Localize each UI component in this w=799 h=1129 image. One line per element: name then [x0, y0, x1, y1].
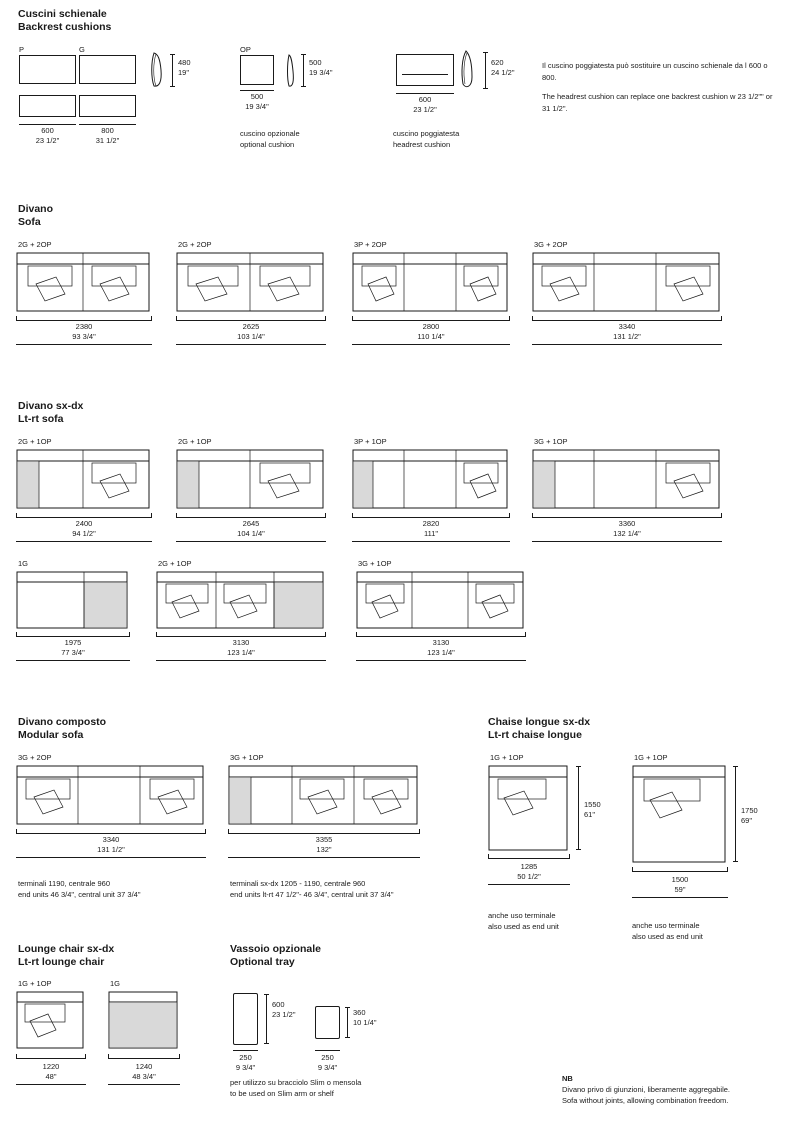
sofa-rule-0: [16, 344, 152, 345]
dim-800-g: 800 31 1/2": [95, 126, 120, 145]
tray-big-width: 250 9 3/4": [235, 1053, 256, 1072]
op-caption: cuscino opzionale optional cushion: [240, 129, 300, 149]
ltrt2-dim-line-1: [156, 636, 326, 637]
modular-rule-1: [228, 857, 420, 858]
chaise-depth-line-1: [735, 766, 736, 862]
ltrt-dim-0: 2400 94 1/2": [72, 519, 96, 538]
chaise-width-1: 1500 59": [671, 875, 689, 894]
nb-line-it: Divano privo di giunzioni, liberamente aggregabile.: [562, 1085, 731, 1094]
backrest-section-title: [18, 8, 111, 34]
tick: [352, 316, 353, 321]
cushion-op-side-icon: [286, 54, 296, 88]
ltrt-dim-line-1: [176, 517, 326, 518]
lounge-title-it: Lounge chair sx-dx: [18, 943, 115, 955]
ltrt2-rule-1: [156, 660, 326, 661]
tick: [151, 513, 152, 518]
modular-rule-0: [16, 857, 206, 858]
modular-code-0: 3G + 2OP: [18, 753, 52, 762]
ltrt-title-it: Divano sx-dx: [18, 400, 84, 412]
tick: [576, 849, 581, 850]
dim-line-head-width: [396, 93, 454, 94]
lounge-dim-line-0: [16, 1058, 86, 1059]
tick: [733, 861, 738, 862]
sofa-dim-0: 2380 93 3/4": [72, 322, 96, 341]
ltrt-code-3: 3G + 1OP: [534, 437, 568, 446]
tick: [509, 513, 510, 518]
sofa-code-3: 3G + 2OP: [534, 240, 568, 249]
tick: [170, 86, 175, 87]
chaise-depth-1: 1750 69": [741, 806, 758, 825]
sofa-plan-3: [532, 252, 722, 316]
ltrt-rule-2: [352, 541, 510, 542]
cushion-p-plan: [19, 95, 76, 117]
ltrt2-rule-0: [16, 660, 130, 661]
sofa-code-2: 3P + 2OP: [354, 240, 387, 249]
lounge-dim-line-1: [108, 1058, 180, 1059]
tray-small-width: 250 9 3/4": [317, 1053, 338, 1072]
ltrt2-dim-2: 3130 123 1/4": [427, 638, 455, 657]
ltrt2-dim-1: 3130 123 1/4": [227, 638, 255, 657]
modular-plan-0: [16, 765, 206, 829]
ltrt-code-1: 2G + 1OP: [178, 437, 212, 446]
backrest-note: Il cuscino poggiatesta può sostituire un cuscino schienale da l 600 o 800. The headrest cushion can replace one backrest cushion w 23 1/2"" or 31 1/2".: [542, 61, 773, 113]
nb-line-en: Sofa without joints, allowing combination freedom.: [562, 1096, 729, 1105]
chaise-rule-1: [632, 897, 728, 898]
backrest-label-op: OP: [240, 45, 251, 54]
tick: [419, 829, 420, 834]
tick: [632, 867, 633, 872]
cushion-side-profile-icon: [150, 52, 164, 88]
modular-plan-1: [228, 765, 420, 829]
lounge-plan-0: [16, 991, 86, 1053]
modular-dim-line-0: [16, 833, 206, 834]
chaise-depth-0: 1550 61": [584, 800, 601, 819]
ltrt-dim-line-2: [352, 517, 510, 518]
sofa-plan-2: [352, 252, 510, 316]
ltrt2-code-1: 2G + 1OP: [158, 559, 192, 568]
backrest-title-it: Cuscini schienale: [18, 8, 107, 20]
lounge-rule-0: [16, 1084, 86, 1085]
ltrt-code-0: 2G + 1OP: [18, 437, 52, 446]
modular-title-en: Modular sofa: [18, 729, 84, 741]
dim-line-op-500: [303, 54, 304, 86]
sofa-rule-1: [176, 344, 326, 345]
ltrt-plan-1: [176, 449, 326, 513]
tick: [532, 513, 533, 518]
sofa-dim-1: 2625 103 1/4": [237, 322, 265, 341]
chaise-plan-1: [632, 765, 728, 865]
ltrt-title-en: Lt-rt sofa: [18, 413, 64, 425]
modular-dim-0: 3340 131 1/2": [97, 835, 125, 854]
dim-line-480: [172, 54, 173, 86]
lounge-code-0: 1G + 1OP: [18, 979, 52, 988]
sofa-dim-line-0: [16, 320, 152, 321]
sofa-code-0: 2G + 2OP: [18, 240, 52, 249]
modular-section-title: [18, 716, 106, 742]
sofa-rule-3: [532, 344, 722, 345]
modular-title-it: Divano composto: [18, 716, 107, 728]
lounge-rule-1: [108, 1084, 180, 1085]
tray-note: per utilizzo su bracciolo Slim o mensola to be used on Slim arm or shelf: [230, 1078, 362, 1098]
tick: [301, 54, 306, 55]
backrest-label-p: P: [19, 45, 25, 54]
sofa-dim-line-2: [352, 320, 510, 321]
ltrt-rule-3: [532, 541, 722, 542]
chaise-code-1: 1G + 1OP: [634, 753, 668, 762]
tick: [733, 766, 738, 767]
tick: [264, 1043, 269, 1044]
sofa-title-en: Sofa: [18, 216, 41, 228]
chaise-width-line-0: [488, 858, 570, 859]
lounge-dim-1: 1240 48 3/4": [132, 1062, 156, 1081]
tick: [205, 829, 206, 834]
sofa-code-1: 2G + 2OP: [178, 240, 212, 249]
lounge-code-1: 1G: [110, 979, 121, 988]
backrest-label-g: G: [79, 45, 85, 54]
tray-title-it: Vassoio opzionale: [230, 943, 322, 955]
nb-title: NB: [562, 1074, 573, 1083]
dim-op-500-h: 500 19 3/4": [309, 58, 333, 77]
cushion-g-front: [79, 55, 136, 84]
cushion-headrest-front: [396, 54, 454, 86]
tick: [325, 513, 326, 518]
sofa-rule-2: [352, 344, 510, 345]
ltrt-dim-1: 2645 104 1/4": [237, 519, 265, 538]
ltrt-dim-3: 3360 132 1/4": [613, 519, 641, 538]
ltrt-dim-line-3: [532, 517, 722, 518]
tick: [16, 829, 17, 834]
tick: [488, 854, 489, 859]
tray-big-h-line: [266, 994, 267, 1044]
ltrt-plan-0: [16, 449, 152, 513]
ltrt-plan-3: [532, 449, 722, 513]
chaise-note-0: anche uso terminale also used as end unit: [488, 911, 559, 931]
tick: [483, 52, 488, 53]
cushion-op-front: [240, 55, 274, 85]
tray-small-w-line: [315, 1050, 340, 1051]
dim-600-p: 600 23 1/2": [35, 126, 60, 145]
ltrt2-plan-0: [16, 571, 130, 633]
tick: [16, 632, 17, 637]
ltrt2-code-0: 1G: [18, 559, 29, 568]
tick: [721, 513, 722, 518]
modular-code-1: 3G + 1OP: [230, 753, 264, 762]
lounge-title-en: Lt-rt lounge chair: [18, 956, 105, 968]
tick: [483, 88, 488, 89]
tick: [176, 513, 177, 518]
tick: [156, 632, 157, 637]
nb-block: [562, 1073, 792, 1106]
chaise-width-0: 1285 50 1/2": [517, 862, 541, 881]
tray-small-height: 360 10 1/4": [353, 1008, 377, 1027]
tray-small-h-line: [347, 1007, 348, 1038]
modular-note-0: terminali 1190, centrale 960 end units 46 3/4", central unit 37 3/4": [18, 879, 141, 899]
dim-op-500-w: 500 19 3/4": [245, 92, 269, 111]
cushion-p-front: [19, 55, 76, 84]
chaise-code-0: 1G + 1OP: [490, 753, 524, 762]
cushion-headrest-side-icon: [460, 50, 476, 90]
ltrt-plan-2: [352, 449, 510, 513]
modular-dim-line-1: [228, 833, 420, 834]
tick: [721, 316, 722, 321]
tick: [129, 632, 130, 637]
lounge-plan-1: [108, 991, 180, 1053]
tick: [509, 316, 510, 321]
tick: [151, 316, 152, 321]
tick: [301, 86, 306, 87]
tray-big-w-line: [233, 1050, 258, 1051]
tick: [532, 316, 533, 321]
tick: [16, 316, 17, 321]
tick: [228, 829, 229, 834]
chaise-depth-line-0: [578, 766, 579, 850]
chaise-rule-0: [488, 884, 570, 885]
sofa-plan-1: [176, 252, 326, 316]
ltrt2-plan-2: [356, 571, 526, 633]
ltrt2-rule-2: [356, 660, 526, 661]
sofa-section-title: [18, 203, 53, 229]
headrest-caption: cuscino poggiatesta headrest cushion: [393, 129, 460, 149]
tick: [16, 513, 17, 518]
chaise-section-title: [488, 716, 590, 742]
chaise-plan-0: [488, 765, 570, 853]
sofa-dim-3: 3340 131 1/2": [613, 322, 641, 341]
lounge-section-title: [18, 943, 114, 969]
tick: [108, 1054, 109, 1059]
dim-head-600: 600 23 1/2": [413, 95, 437, 114]
tick: [576, 766, 581, 767]
ltrt-dim-2: 2820 111": [422, 519, 440, 538]
tray-small-plan: [315, 1006, 340, 1039]
ltrt2-dim-0: 1975 77 3/4": [61, 638, 85, 657]
tick: [325, 316, 326, 321]
sofa-dim-2: 2800 110 1/4": [417, 322, 445, 341]
modular-note-1: terminali sx-dx 1205 - 1190, centrale 960 end units lt-rt 47 1/2"- 46 3/4", central unit 37 3/4": [230, 879, 394, 899]
ltrt-code-2: 3P + 1OP: [354, 437, 387, 446]
ltrt-dim-line-0: [16, 517, 152, 518]
ltrt-sofa-section-title: [18, 400, 83, 426]
tick: [356, 632, 357, 637]
ltrt-rule-0: [16, 541, 152, 542]
tick: [525, 632, 526, 637]
chaise-width-line-1: [632, 871, 728, 872]
tick: [16, 1054, 17, 1059]
modular-dim-1: 3355 132": [315, 835, 333, 854]
tick: [352, 513, 353, 518]
tray-big-height: 600 23 1/2": [272, 1000, 296, 1019]
chaise-title-en: Lt-rt chaise longue: [488, 729, 582, 741]
tick: [170, 54, 175, 55]
sofa-plan-0: [16, 252, 152, 316]
tick: [85, 1054, 86, 1059]
sofa-dim-line-1: [176, 320, 326, 321]
dim-line-620: [485, 52, 486, 88]
ltrt-rule-1: [176, 541, 326, 542]
tick: [569, 854, 570, 859]
sofa-dim-line-3: [532, 320, 722, 321]
dim-480: 480 19": [178, 58, 191, 77]
dim-620: 620 24 1/2": [491, 58, 515, 77]
cushion-g-plan: [79, 95, 136, 117]
ltrt2-dim-line-0: [16, 636, 130, 637]
tick: [345, 1037, 350, 1038]
tray-big-plan: [233, 993, 258, 1045]
cushion-headrest-seam: [402, 74, 448, 75]
lounge-dim-0: 1220 48": [42, 1062, 60, 1081]
ltrt2-code-2: 3G + 1OP: [358, 559, 392, 568]
tick: [325, 632, 326, 637]
tick: [179, 1054, 180, 1059]
dim-line-op-width: [240, 90, 274, 91]
tick: [345, 1007, 350, 1008]
tick: [727, 867, 728, 872]
chaise-note-1: anche uso terminale also used as end unit: [632, 921, 703, 941]
sofa-title-it: Divano: [18, 203, 54, 215]
dim-line-600: [19, 124, 76, 125]
ltrt2-plan-1: [156, 571, 326, 633]
ltrt2-dim-line-2: [356, 636, 526, 637]
tick: [264, 994, 269, 995]
chaise-title-it: Chaise longue sx-dx: [488, 716, 591, 728]
tick: [176, 316, 177, 321]
dim-line-800: [79, 124, 136, 125]
tray-section-title: [230, 943, 321, 969]
backrest-title-en: Backrest cushions: [18, 21, 112, 33]
tray-title-en: Optional tray: [230, 956, 295, 968]
